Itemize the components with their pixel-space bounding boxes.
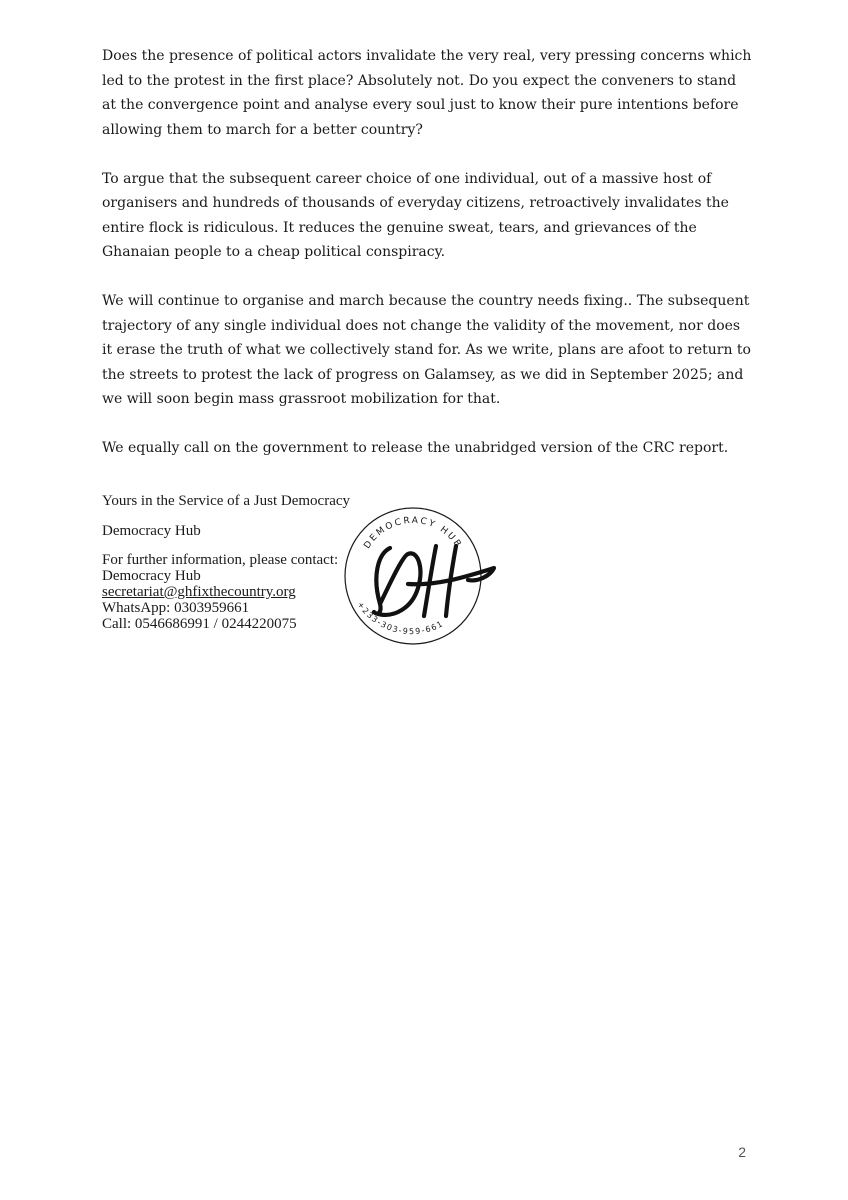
whatsapp-number: WhatsApp: 0303959661 — [102, 600, 250, 616]
paragraph-2: To argue that the subsequent career choice of one individual, out of a massive host of organisers and hundreds of thousands of everyday citizens, retroactively invalidates the entire flock is ridiculous. It reduces the genuine sweat, tears, and grievances of the Ghanaian people to a cheap political conspiracy. — [102, 170, 729, 260]
contact-organisation: Democracy Hub — [102, 568, 201, 584]
svg-text:+233-303-959-661: +233-303-959-661 — [355, 600, 446, 637]
paragraph-4: We equally call on the government to release the unabridged version of the CRC report. — [102, 440, 729, 456]
svg-text:DEMOCRACY HUB: DEMOCRACY HUB — [362, 515, 464, 551]
organisation-name: Democracy Hub — [102, 523, 201, 539]
letter-body — [102, 44, 752, 485]
call-numbers: Call: 0546686991 / 0244220075 — [102, 616, 297, 632]
closing-line: Yours in the Service of a Just Democracy — [102, 493, 351, 509]
page-number: 2 — [738, 1144, 746, 1160]
email-link[interactable]: secretariat@ghfixthecountry.org — [102, 584, 296, 600]
democracy-hub-stamp-icon — [328, 496, 498, 648]
paragraph-1: Does the presence of political actors invalidate the very real, very pressing concerns which led to the protest in the first place? Absolutely not. Do you expect the conveners to stand at the convergence point and analyse every soul just to know their pure intentions before allowing them to march for a better country? — [102, 48, 752, 138]
paragraph-3: We will continue to organise and march because the country needs fixing.. The subsequent trajectory of any single individual does not change the validity of the movement, nor does it erase the truth of what we collectively stand for. As we write, plans are afoot to return to the streets to protest the lack of progress on Galamsey, as we did in September 2025; and we will soon begin mass grassroot mobilization for that. — [102, 293, 751, 407]
contact-intro: For further information, please contact: — [102, 552, 339, 568]
